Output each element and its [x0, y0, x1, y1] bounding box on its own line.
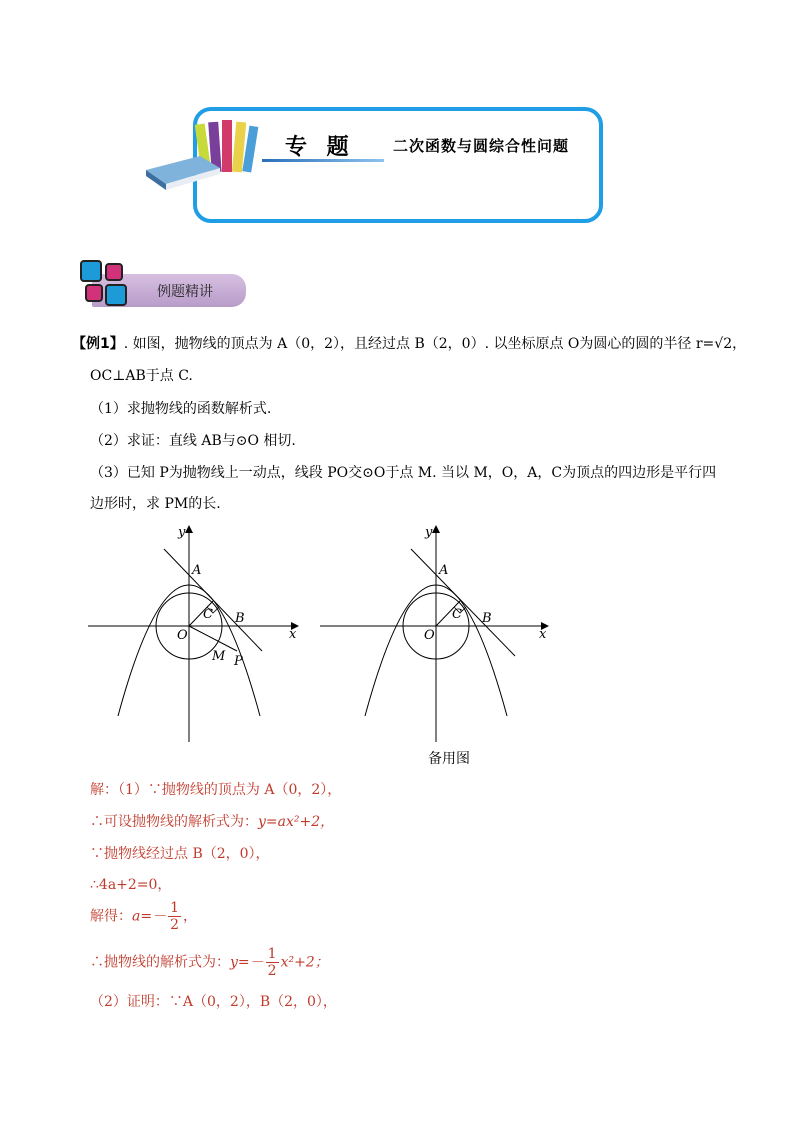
segment-op	[189, 626, 237, 651]
figure-left	[88, 520, 303, 745]
question-2: （2）求证：直线 AB与⊙O 相切.	[90, 433, 296, 449]
label-p: P	[234, 654, 243, 669]
label-y: y	[425, 525, 433, 540]
solution-line-4: ∴4a+2=0，	[90, 877, 172, 893]
question-3-line-1: （3）已知 P为抛物线上一动点，线段 PO交⊙O于点 M. 当以 M，O，A，C为顶点的四边形是平行四	[90, 465, 717, 481]
label-a: A	[439, 563, 449, 578]
squares-icon	[78, 258, 130, 308]
example-stem-line-2: OC⊥AB于点 C.	[90, 368, 193, 384]
label-x: x	[289, 627, 297, 642]
topic-title: 二次函数与圆综合性问题	[393, 137, 570, 155]
example-stem-line-1: 【例1】. 如图，抛物线的顶点为 A（0，2），且经过点 B（2，0）. 以坐标原点 O为圆心的圆的半径 r=√2，	[72, 336, 747, 352]
example-tag: 【例1】	[72, 336, 124, 352]
label-m: M	[212, 649, 226, 664]
label-y: y	[178, 525, 186, 540]
label-o: O	[177, 628, 188, 643]
solution-line-6: ∴抛物线的解析式为：y=－ $\frac{1}{2}$ x²+2；	[90, 946, 329, 979]
label-x: x	[539, 627, 547, 642]
figure-right	[320, 520, 555, 745]
section-label: 例题精讲	[157, 284, 213, 300]
label-b: B	[482, 611, 492, 626]
books-icon	[140, 118, 270, 198]
label-a: A	[192, 563, 202, 578]
fraction: $\frac{1}{2}$	[170, 900, 179, 933]
question-1: （1）求抛物线的函数解析式.	[90, 401, 272, 417]
solution-line-7: （2）证明：∵A（0，2），B（2，0），	[90, 994, 337, 1010]
solution-line-1: 解：（1）∵抛物线的顶点为 A（0，2），	[90, 782, 342, 798]
topic-label: 专 题	[285, 134, 355, 160]
label-c: C	[203, 607, 213, 622]
label-b: B	[235, 611, 245, 626]
question-3-line-2: 边形时，求 PM的长.	[90, 496, 221, 512]
label-c: C	[452, 607, 462, 622]
label-o: O	[424, 628, 435, 643]
solution-line-3: ∵抛物线经过点 B（2，0），	[90, 846, 270, 862]
figure-caption: 备用图	[428, 751, 470, 767]
solution-line-5: 解得：a=－ $\frac{1}{2}$ ，	[90, 900, 197, 933]
fraction: $\frac{1}{2}$	[267, 946, 277, 979]
solution-line-2: ∴可设抛物线的解析式为：y=ax²+2，	[90, 814, 335, 830]
